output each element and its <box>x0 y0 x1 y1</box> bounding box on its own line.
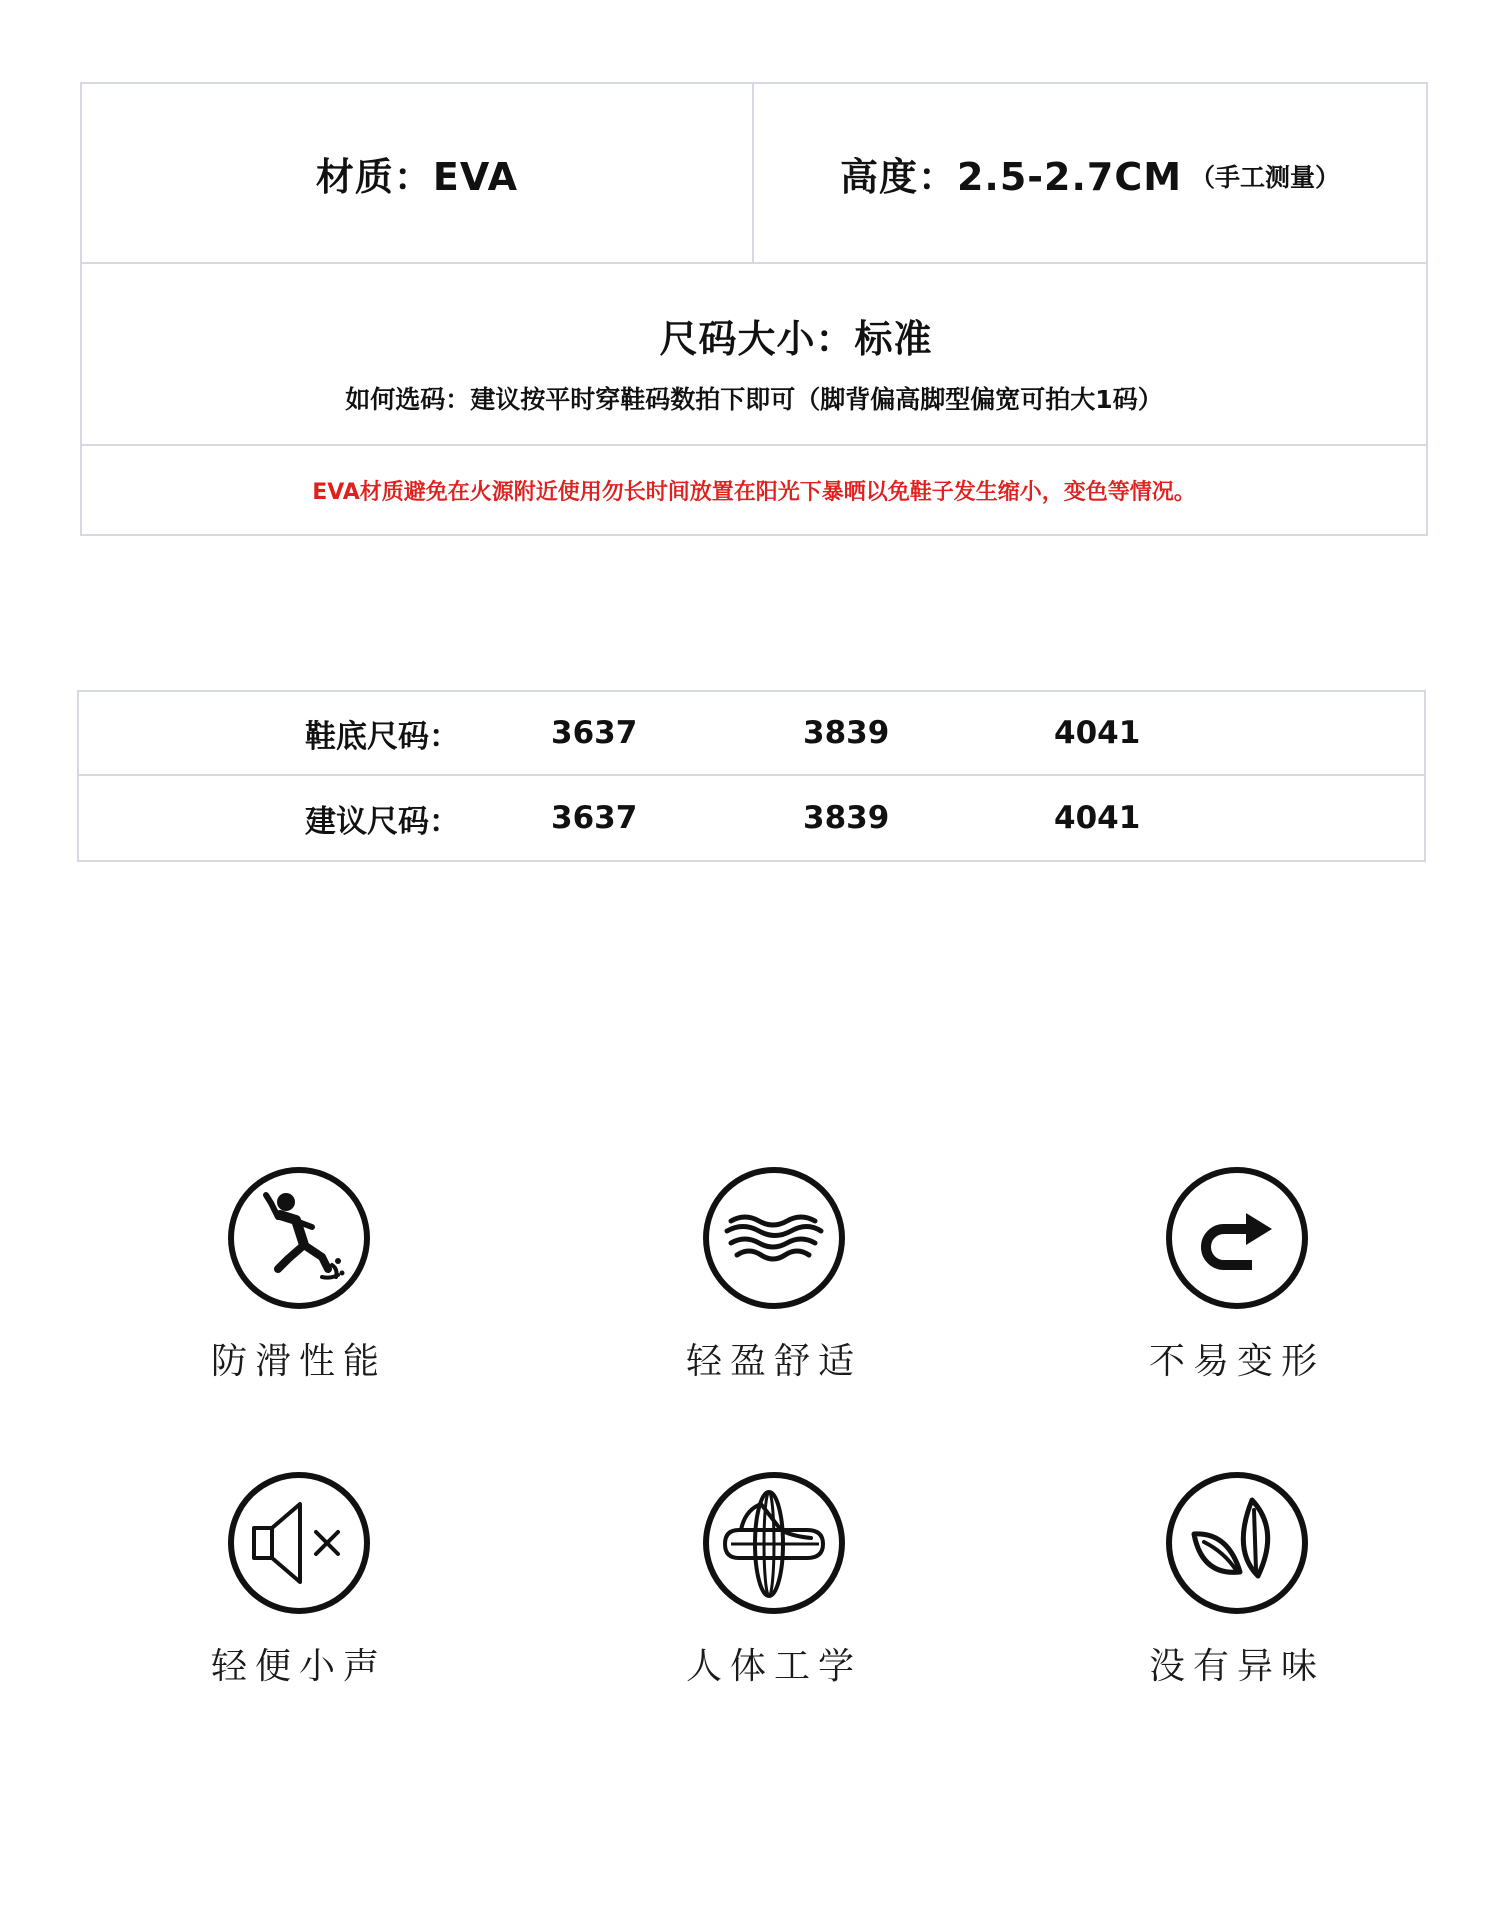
feature-no-odor <box>1104 1470 1364 1710</box>
size-value: 3839 <box>803 715 890 751</box>
mute-speaker-icon <box>226 1470 372 1616</box>
slip-person-icon <box>226 1165 372 1311</box>
spec-row-material-height <box>82 84 1426 264</box>
spec-table <box>80 82 1428 536</box>
size-title: 尺码大小：标准 <box>659 317 933 361</box>
feature-label: 防滑性能 <box>210 1341 387 1382</box>
size-value: 4041 <box>1054 800 1141 836</box>
leaves-icon <box>1164 1470 1310 1616</box>
feature-label: 不易变形 <box>1148 1341 1325 1382</box>
ergonomic-foot-icon <box>701 1470 847 1616</box>
feature-label: 轻便小声 <box>210 1646 387 1687</box>
height-note: （手工测量） <box>1190 163 1341 192</box>
spec-row-size <box>82 264 1426 446</box>
feature-lightweight <box>641 1165 901 1405</box>
feature-label: 人体工学 <box>685 1646 862 1687</box>
size-value: 3839 <box>803 800 890 836</box>
material-text: 材质：EVA <box>315 154 519 199</box>
size-hint: 如何选码：建议按平时穿鞋码数拍下即可（脚背偏高脚型偏宽可拍大1码） <box>345 385 1163 414</box>
row-label: 鞋底尺码： <box>305 718 460 755</box>
feature-no-deform <box>1104 1165 1364 1405</box>
material-cell <box>82 84 754 262</box>
warning-text: EVA材质避免在火源附近使用勿长时间放置在阳光下暴晒以免鞋子发生缩小，变色等情况。 <box>312 479 1196 505</box>
height-text: 高度：2.5-2.7CM <box>839 154 1183 199</box>
table-row <box>79 692 1424 776</box>
return-arrow-icon <box>1164 1165 1310 1311</box>
height-cell <box>754 84 1426 262</box>
waves-icon <box>701 1165 847 1311</box>
row-label: 建议尺码： <box>305 803 460 840</box>
feature-ergonomic <box>641 1470 901 1710</box>
size-value: 4041 <box>1054 715 1141 751</box>
size-table <box>77 690 1426 862</box>
feature-quiet <box>166 1470 426 1710</box>
size-value: 3637 <box>551 715 638 751</box>
feature-label: 没有异味 <box>1148 1646 1325 1687</box>
feature-anti-slip <box>166 1165 426 1405</box>
table-row <box>79 776 1424 860</box>
spec-row-warning <box>82 446 1426 534</box>
size-value: 3637 <box>551 800 638 836</box>
feature-label: 轻盈舒适 <box>685 1341 862 1382</box>
